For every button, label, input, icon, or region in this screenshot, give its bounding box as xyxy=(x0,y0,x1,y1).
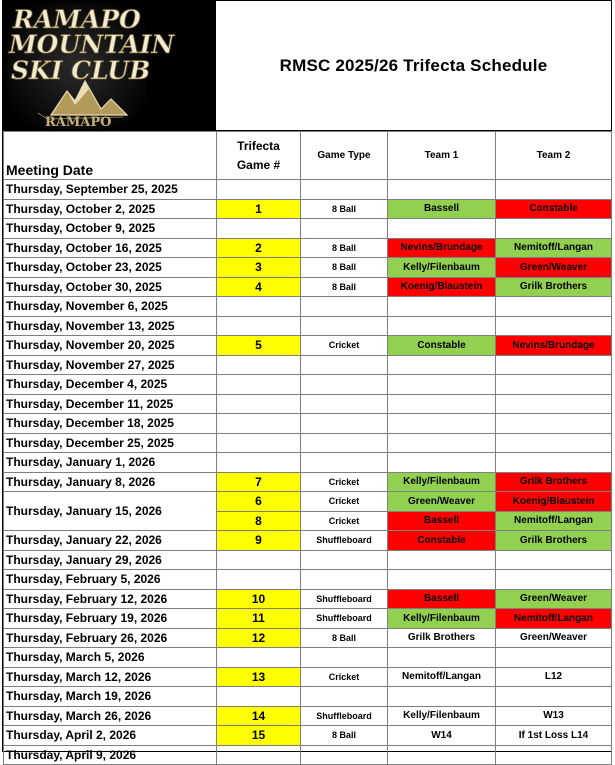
meeting-date-cell: Thursday, November 27, 2025 xyxy=(4,355,217,375)
table-row xyxy=(4,316,612,336)
schedule-rows xyxy=(4,180,612,765)
header-row xyxy=(4,132,612,180)
game-type-cell: Cricket xyxy=(301,472,388,492)
team2-cell xyxy=(496,745,612,765)
team1-cell xyxy=(388,297,496,317)
game-number-cell xyxy=(217,570,301,590)
game-number-cell xyxy=(217,316,301,336)
meeting-date-cell: Thursday, December 4, 2025 xyxy=(4,375,217,395)
team2-cell xyxy=(496,297,612,317)
team2-cell xyxy=(496,180,612,200)
game-type-cell: 8 Ball xyxy=(301,726,388,746)
meeting-date-cell: Thursday, December 18, 2025 xyxy=(4,414,217,434)
game-type-cell: 8 Ball xyxy=(301,199,388,219)
team1-cell xyxy=(388,648,496,668)
meeting-date-cell: Thursday, February 26, 2026 xyxy=(4,628,217,648)
team1-cell xyxy=(388,355,496,375)
table-row xyxy=(4,453,612,473)
team2-cell: Grilk Brothers xyxy=(496,472,612,492)
game-type-cell xyxy=(301,570,388,590)
game-number-cell: 3 xyxy=(217,258,301,278)
team2-cell xyxy=(496,550,612,570)
table-row xyxy=(4,433,612,453)
team2-cell: Nevins/Brundage xyxy=(496,336,612,356)
team1-cell xyxy=(388,316,496,336)
club-logo-image xyxy=(3,1,215,130)
team1-cell xyxy=(388,570,496,590)
game-number-cell: 5 xyxy=(217,336,301,356)
game-type-cell xyxy=(301,433,388,453)
team2-cell: If 1st Loss L14 xyxy=(496,726,612,746)
meeting-date-cell: Thursday, October 16, 2025 xyxy=(4,238,217,258)
club-logo xyxy=(3,1,216,130)
header-game-number xyxy=(217,132,301,180)
team2-cell xyxy=(496,355,612,375)
game-type-cell xyxy=(301,394,388,414)
header-game-number-text: Trifecta Game # xyxy=(236,138,281,172)
game-number-cell xyxy=(217,394,301,414)
table-row xyxy=(4,589,612,609)
table-row xyxy=(4,258,612,278)
table-row xyxy=(4,609,612,629)
table-row xyxy=(4,550,612,570)
team1-cell: Kelly/Filenbaum xyxy=(388,258,496,278)
table-row xyxy=(4,277,612,297)
team2-cell: Nemitoff/Langan xyxy=(496,511,612,531)
game-number-cell xyxy=(217,414,301,434)
game-number-cell: 12 xyxy=(217,628,301,648)
team2-cell xyxy=(496,375,612,395)
table-row xyxy=(4,667,612,687)
meeting-date-cell: Thursday, March 12, 2026 xyxy=(4,667,217,687)
game-type-cell xyxy=(301,180,388,200)
meeting-date-cell: Thursday, November 6, 2025 xyxy=(4,297,217,317)
schedule-sheet xyxy=(2,0,612,762)
team1-cell xyxy=(388,687,496,707)
game-number-cell xyxy=(217,550,301,570)
game-number-cell: 8 xyxy=(217,511,301,531)
table-row xyxy=(4,394,612,414)
game-number-cell: 1 xyxy=(217,199,301,219)
meeting-date-cell: Thursday, November 20, 2025 xyxy=(4,336,217,356)
table-row xyxy=(4,180,612,200)
meeting-date-cell: Thursday, April 9, 2026 xyxy=(4,745,217,765)
game-type-cell: Cricket xyxy=(301,511,388,531)
game-type-cell: Shuffleboard xyxy=(301,589,388,609)
game-number-cell: 11 xyxy=(217,609,301,629)
table-row xyxy=(4,414,612,434)
team1-cell: Nemitoff/Langan xyxy=(388,667,496,687)
game-type-cell: Cricket xyxy=(301,336,388,356)
header-team2: Team 2 xyxy=(496,132,612,180)
table-row xyxy=(4,336,612,356)
game-number-cell: 4 xyxy=(217,277,301,297)
schedule-table xyxy=(3,131,612,765)
game-type-cell xyxy=(301,414,388,434)
team1-cell: Green/Weaver xyxy=(388,492,496,512)
meeting-date-cell: Thursday, February 5, 2026 xyxy=(4,570,217,590)
meeting-date-cell: Thursday, February 19, 2026 xyxy=(4,609,217,629)
table-row xyxy=(4,570,612,590)
meeting-date-cell: Thursday, September 25, 2025 xyxy=(4,180,217,200)
game-number-cell xyxy=(217,433,301,453)
logo-text-line2: MOUNTAIN xyxy=(9,30,175,59)
team2-cell xyxy=(496,414,612,434)
team1-cell: Grilk Brothers xyxy=(388,628,496,648)
table-row xyxy=(4,531,612,551)
team1-cell xyxy=(388,550,496,570)
team1-cell: W14 xyxy=(388,726,496,746)
game-type-cell: 8 Ball xyxy=(301,238,388,258)
team2-cell xyxy=(496,316,612,336)
game-number-cell: 6 xyxy=(217,492,301,512)
team2-cell: Koenig/Blaustein xyxy=(496,492,612,512)
meeting-date-cell: Thursday, January 15, 2026 xyxy=(4,492,217,531)
game-type-cell xyxy=(301,316,388,336)
game-number-cell xyxy=(217,375,301,395)
meeting-date-cell: Thursday, February 12, 2026 xyxy=(4,589,217,609)
header-meeting-date: Meeting Date xyxy=(4,132,217,180)
table-row xyxy=(4,375,612,395)
game-number-cell: 9 xyxy=(217,531,301,551)
table-row xyxy=(4,199,612,219)
team2-cell xyxy=(496,687,612,707)
meeting-date-cell: Thursday, October 9, 2025 xyxy=(4,219,217,239)
game-number-cell: 7 xyxy=(217,472,301,492)
meeting-date-cell: Thursday, January 29, 2026 xyxy=(4,550,217,570)
game-number-cell xyxy=(217,745,301,765)
game-type-cell: Cricket xyxy=(301,667,388,687)
game-type-cell xyxy=(301,648,388,668)
team1-cell xyxy=(388,219,496,239)
game-type-cell xyxy=(301,453,388,473)
table-row xyxy=(4,238,612,258)
game-number-cell: 15 xyxy=(217,726,301,746)
team1-cell: Kelly/Filenbaum xyxy=(388,472,496,492)
team1-cell: Kelly/Filenbaum xyxy=(388,609,496,629)
table-row xyxy=(4,648,612,668)
logo-text-line1: RAMAPO xyxy=(13,5,141,34)
team2-cell: L12 xyxy=(496,667,612,687)
meeting-date-cell: Thursday, October 30, 2025 xyxy=(4,277,217,297)
meeting-date-cell: Thursday, December 25, 2025 xyxy=(4,433,217,453)
meeting-date-cell: Thursday, March 5, 2026 xyxy=(4,648,217,668)
game-number-cell xyxy=(217,648,301,668)
game-type-cell: Cricket xyxy=(301,492,388,512)
team2-cell: Green/Weaver xyxy=(496,589,612,609)
team1-cell xyxy=(388,453,496,473)
team1-cell: Kelly/Filenbaum xyxy=(388,706,496,726)
meeting-date-cell: Thursday, March 19, 2026 xyxy=(4,687,217,707)
team2-cell: Constable xyxy=(496,199,612,219)
game-type-cell xyxy=(301,745,388,765)
meeting-date-cell: Thursday, November 13, 2025 xyxy=(4,316,217,336)
game-type-cell xyxy=(301,355,388,375)
table-row xyxy=(4,492,612,512)
table-row xyxy=(4,297,612,317)
team1-cell xyxy=(388,745,496,765)
game-number-cell: 10 xyxy=(217,589,301,609)
team1-cell xyxy=(388,375,496,395)
team1-cell: Bassell xyxy=(388,511,496,531)
team1-cell: Bassell xyxy=(388,589,496,609)
logo-footer-text: RAMAPO xyxy=(45,115,112,130)
meeting-date-cell: Thursday, October 23, 2025 xyxy=(4,258,217,278)
team2-cell: Green/Weaver xyxy=(496,258,612,278)
page-title: RMSC 2025/26 Trifecta Schedule xyxy=(279,55,548,75)
meeting-date-cell: Thursday, January 8, 2026 xyxy=(4,472,217,492)
meeting-date-cell: Thursday, March 26, 2026 xyxy=(4,706,217,726)
table-row xyxy=(4,726,612,746)
game-type-cell xyxy=(301,550,388,570)
game-number-cell xyxy=(217,297,301,317)
team1-cell: Constable xyxy=(388,531,496,551)
game-number-cell: 13 xyxy=(217,667,301,687)
team1-cell: Bassell xyxy=(388,199,496,219)
meeting-date-cell: Thursday, October 2, 2025 xyxy=(4,199,217,219)
team1-cell: Constable xyxy=(388,336,496,356)
team2-cell xyxy=(496,648,612,668)
table-row xyxy=(4,628,612,648)
game-number-cell xyxy=(217,687,301,707)
meeting-date-cell: Thursday, January 22, 2026 xyxy=(4,531,217,551)
game-number-cell xyxy=(217,453,301,473)
table-row xyxy=(4,472,612,492)
team2-cell: W13 xyxy=(496,706,612,726)
game-type-cell xyxy=(301,687,388,707)
game-type-cell: Shuffleboard xyxy=(301,609,388,629)
meeting-date-cell: Thursday, December 11, 2025 xyxy=(4,394,217,414)
game-type-cell: 8 Ball xyxy=(301,628,388,648)
team2-cell xyxy=(496,453,612,473)
title-cell xyxy=(216,1,611,130)
sheet-header xyxy=(3,1,611,131)
team1-cell: Nevins/Brundage xyxy=(388,238,496,258)
table-row xyxy=(4,687,612,707)
team2-cell xyxy=(496,570,612,590)
game-type-cell xyxy=(301,219,388,239)
header-game-type: Game Type xyxy=(301,132,388,180)
game-number-cell: 2 xyxy=(217,238,301,258)
table-row xyxy=(4,706,612,726)
table-row xyxy=(4,355,612,375)
team1-cell: Koenig/Blaustein xyxy=(388,277,496,297)
game-type-cell: 8 Ball xyxy=(301,258,388,278)
game-type-cell xyxy=(301,375,388,395)
table-row xyxy=(4,219,612,239)
team2-cell: Green/Weaver xyxy=(496,628,612,648)
meeting-date-cell: Thursday, April 2, 2026 xyxy=(4,726,217,746)
game-number-cell xyxy=(217,355,301,375)
team2-cell: Nemitoff/Langan xyxy=(496,609,612,629)
game-type-cell xyxy=(301,297,388,317)
team2-cell: Nemitoff/Langan xyxy=(496,238,612,258)
team2-cell xyxy=(496,394,612,414)
team1-cell xyxy=(388,433,496,453)
team1-cell xyxy=(388,414,496,434)
game-number-cell xyxy=(217,219,301,239)
header-team1: Team 1 xyxy=(388,132,496,180)
team2-cell xyxy=(496,433,612,453)
game-type-cell: Shuffleboard xyxy=(301,531,388,551)
team2-cell: Grilk Brothers xyxy=(496,531,612,551)
game-number-cell: 14 xyxy=(217,706,301,726)
game-type-cell: Shuffleboard xyxy=(301,706,388,726)
game-number-cell xyxy=(217,180,301,200)
logo-text-line3: SKI CLUB xyxy=(11,56,151,85)
team1-cell xyxy=(388,180,496,200)
team2-cell: Grilk Brothers xyxy=(496,277,612,297)
team2-cell xyxy=(496,219,612,239)
game-type-cell: 8 Ball xyxy=(301,277,388,297)
table-row xyxy=(4,745,612,765)
meeting-date-cell: Thursday, January 1, 2026 xyxy=(4,453,217,473)
team1-cell xyxy=(388,394,496,414)
